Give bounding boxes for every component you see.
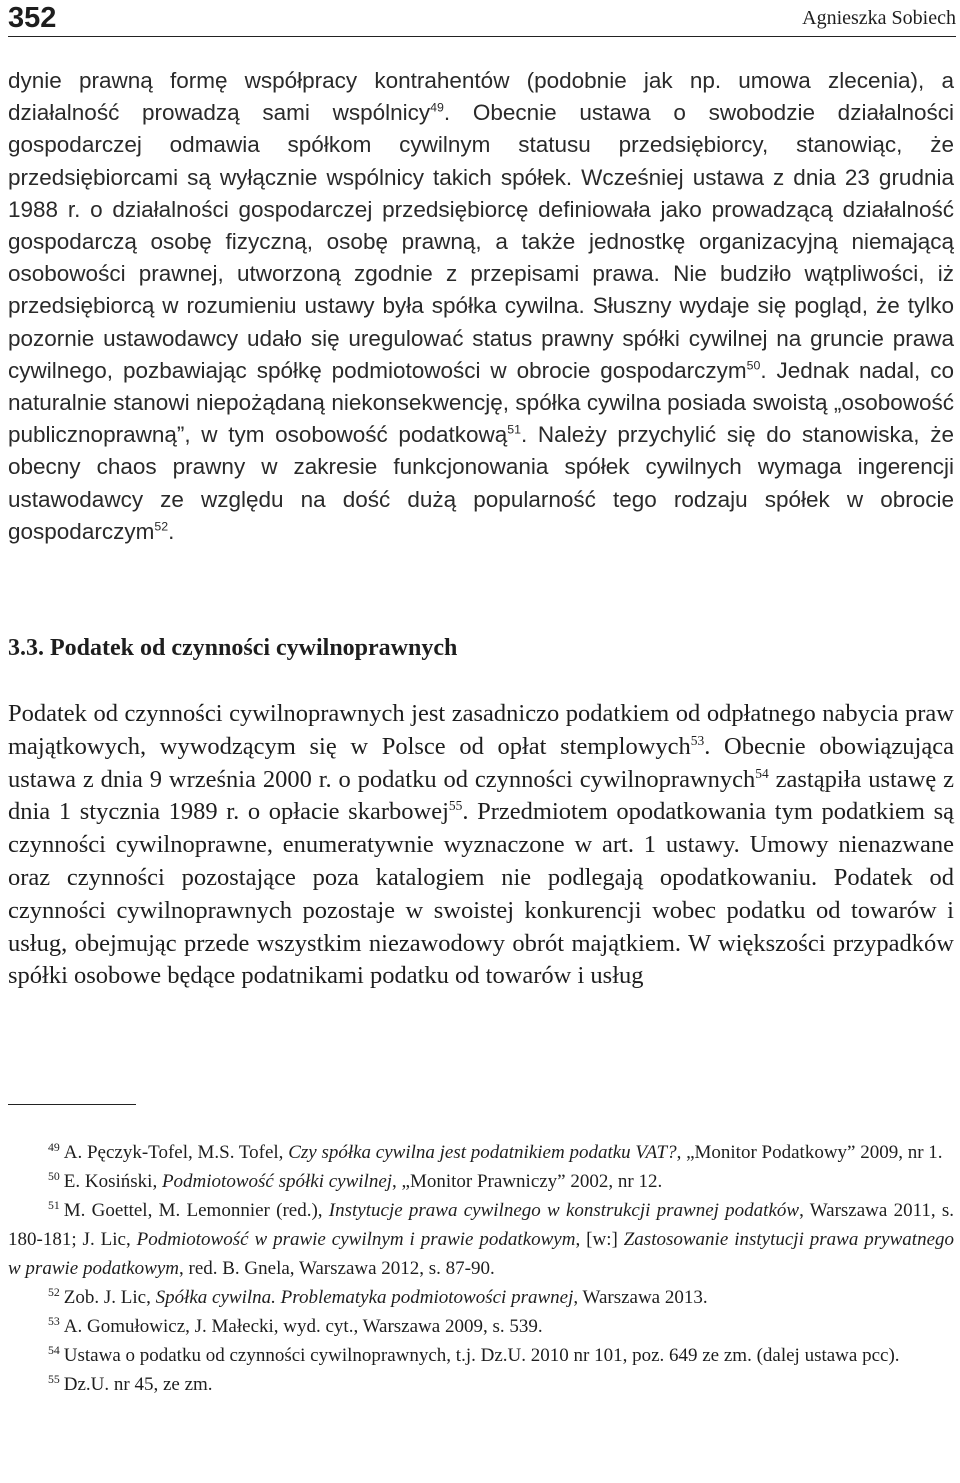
footnote-52: $^{52}$ Zob. J. Lic, Spółka cywilna. Problematyka podmiotowości prawnej, Warszawa 2013. [48,1285,708,1308]
footnote-ref-55[interactable]: 55 [448,798,463,814]
page-number: 352 [8,2,57,34]
body-paragraph-1: dynie prawną formę współpracy kontrahentów (podobnie jak np. umowa zlecenia), a działalność prowadzą sami wspólnicy$^{49}$. Obecnie ustawa o swobodzie działalności gospodarczej odmawia spółkom cywilnym statusu przedsiębiorcy, stanowiąc, że przedsiębiorcami są wyłącznie wspólnicy takich spółek. Wcześniej ustawa z dnia 23 grudnia 1988 r. o działalności gospodarczej przedsiębiorcę definiowała jako prowadzącą działalność gospodarczą osobę fizyczną, osobę prawną, a także jednostkę organizacyjną niemającą osobowości prawnej, utworzoną zgodnie z przepisami prawa. Nie budziło wątpliwości, iż przedsiębiorcą w rozumieniu ustawy była spółka cywilna. Słuszny wydaje się pogląd, że tylko pozornie ustawodawcy udało się uregulować status prawny spółki cywilnej na gruncie prawa cywilnego, pozbawiając spółkę podmiotowości w obrocie gospodarczym$^{50}$. Jednak nadal, co naturalnie stanowi niepożądaną niekonsekwencję, spółka cywilna posiada swoistą „osobowość publicznoprawną”, w tym osobowość podatkową$^{51}$. Należy przychylić się do stanowiska, że obecny chaos prawny w zakresie funkcjonowania spółek cywilnych wymaga ingerencji ustawodawcy ze względu na dość dużą popularność tego rodzaju spółek w obrocie gospodarczym$^{52}$. [8,68,955,544]
body-paragraph-2: Podatek od czynności cywilnoprawnych jest zasadniczo podatkiem od odpłatnego nabycia praw majątkowych, wywodzącym się w Polsce od opłat stemplowych$^{53}$. Obecnie obowiązująca ustawa z dnia 9 września 2000 r. o podatku od czynności cywilnoprawnych$^{54}$ zastąpiła ustawę z dnia 1 stycznia 1989 r. o opłacie skarbowej$^{55}$. Przedmiotem opodatkowania tym podatkiem są czynności cywilnoprawne, enumeratywnie wyznaczone w art. 1 ustawy. Umowy nienazwane oraz czynności pozostające poza katalogiem nie podlegają opodatkowaniu. Podatek od czynności cywilnoprawnych pozostaje w swoistej konkurencji wobec podatku od towarów i usług, obejmując przede wszystkim niezawodowy obrót majątkiem. W większości przypadków spółki osobowe będące podatnikami podatku od towarów i usług [8,700,955,990]
footnote-54: $^{54}$ Ustawa o podatku od czynności cywilnoprawnych, t.j. Dz.U. 2010 nr 101, poz. 649 ze zm. (dalej ustawa pcc). [48,1343,900,1366]
footnotes [8,1138,954,1399]
footnote-49: $^{49}$ A. Pęczyk-Tofel, M.S. Tofel, Czy spółka cywilna jest podatnikiem podatku VAT?, „Monitor Podatkowy” 2009, nr 1. [48,1140,943,1163]
footnote-ref-52[interactable]: 52 [154,519,169,534]
footnote-ref-49[interactable]: 49 [430,100,444,115]
footnote-separator [8,1104,136,1105]
footnote-51: $^{51}$ M. Goettel, M. Lemonnier (red.), Instytucje prawa cywilnego w konstrukcji prawnej podatków, Warszawa 2011, s. 180-181; J. Lic, Podmiotowość w prawie cywilnym i prawie podatkowym, [w:] Zastosowanie instytucji prawa prywatnego w prawie podatkowym, red. B. Gnela, Warszawa 2012, s. 87-90. [8,1198,955,1279]
running-head-author: Agnieszka Sobiech [802,7,956,29]
running-header [8,0,956,37]
footnote-ref-51[interactable]: 51 [507,422,521,437]
footnote-ref-50[interactable]: 50 [746,358,761,373]
footnote-55: $^{55}$ Dz.U. nr 45, ze zm. [48,1372,213,1395]
footnote-53: $^{53}$ A. Gomułowicz, J. Małecki, wyd. cyt., Warszawa 2009, s. 539. [48,1314,543,1337]
footnote-ref-53[interactable]: 53 [690,732,705,748]
footnote-ref-54[interactable]: 54 [755,765,769,781]
footnote-50: $^{50}$ E. Kosiński, Podmiotowość spółki cywilnej, „Monitor Prawniczy” 2002, nr 12. [48,1169,663,1192]
section-heading: 3.3. Podatek od czynności cywilnoprawnych [8,635,458,661]
